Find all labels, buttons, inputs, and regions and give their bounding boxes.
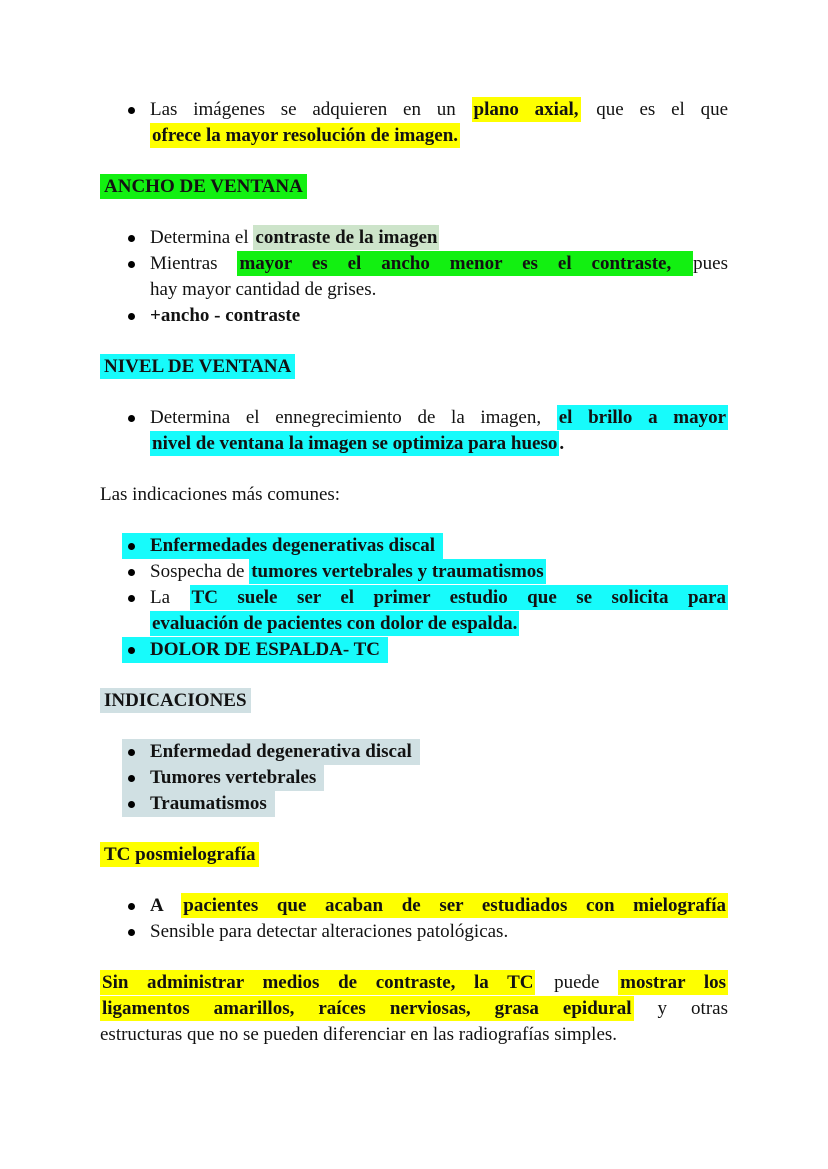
bullet-marker <box>128 261 135 268</box>
highlighted-heading-text: ANCHO DE VENTANA <box>100 174 307 199</box>
body-text: Las indicaciones más comunes: <box>100 484 341 505</box>
text-line <box>150 277 728 303</box>
bullet-marker <box>128 235 135 242</box>
text-line <box>150 791 267 817</box>
bullet-marker <box>128 801 135 808</box>
text-line <box>100 996 728 1022</box>
intro-bullet-list <box>100 97 728 149</box>
highlighted-text: ofrece la mayor resolución de imagen. <box>152 125 459 146</box>
text-line <box>150 611 728 637</box>
highlighted-text: tumores vertebrales y traumatismos <box>251 561 544 582</box>
text-line <box>150 919 728 945</box>
list-item-text <box>150 405 728 457</box>
text-line <box>150 405 728 431</box>
highlighted-text: mayor es el ancho menor es el contraste, <box>239 253 692 274</box>
text-line <box>150 765 316 791</box>
list-item-text <box>150 765 316 791</box>
highlighted-text: Tumores vertebrales <box>150 767 317 788</box>
body-text: puede <box>535 972 619 993</box>
highlighted-text: Enfermedades degenerativas discal <box>150 535 435 556</box>
list-item-text <box>150 559 728 585</box>
list-item-text <box>150 533 435 559</box>
list-item-text <box>150 585 728 637</box>
body-text: estructuras que no se pueden diferenciar en las radiografías simples. <box>100 1024 618 1045</box>
list-item-text <box>150 637 380 663</box>
text-line <box>150 559 728 585</box>
bullet-marker <box>128 313 135 320</box>
list-item-text <box>150 739 412 765</box>
body-text: . <box>559 433 565 454</box>
highlighted-text: Enfermedad degenerativa discal <box>150 741 412 762</box>
list-item <box>100 303 728 329</box>
list-item <box>100 405 728 457</box>
highlighted-text: ligamentos amarillos, raíces nerviosas, grasa epidural <box>102 998 632 1019</box>
bullet-marker <box>128 903 135 910</box>
text-line <box>100 970 728 996</box>
body-text: La <box>150 587 190 608</box>
body-text: Sensible para detectar alteraciones patológicas. <box>150 921 509 942</box>
text-line <box>150 123 728 149</box>
highlighted-text: pacientes que acaban de ser estudiados con mielografía <box>183 895 726 916</box>
body-text: y otras <box>633 998 728 1019</box>
highlighted-heading-text: TC posmielografía <box>100 842 259 867</box>
text-line <box>150 431 728 457</box>
paragraph-indications-intro <box>100 482 728 508</box>
list-item-highlighted <box>122 637 388 663</box>
list-item <box>100 559 728 585</box>
bullet-marker <box>128 775 135 782</box>
bullet-marker <box>128 415 135 422</box>
body-text: A <box>150 895 182 916</box>
list-item <box>100 585 728 637</box>
list-item <box>100 251 728 303</box>
closing-paragraph <box>100 970 728 1048</box>
bullet-marker <box>128 929 135 936</box>
bullet-marker <box>128 569 135 576</box>
list-item-highlighted <box>122 765 324 791</box>
list-item-text <box>150 97 728 149</box>
list-item-highlighted <box>122 739 420 765</box>
bullet-marker <box>128 749 135 756</box>
nivel-bullet-list <box>100 405 728 457</box>
body-text: que es el que <box>580 99 728 120</box>
body-text: hay mayor cantidad de grises. <box>150 279 377 300</box>
list-item-highlighted <box>122 533 443 559</box>
text-line <box>150 97 728 123</box>
highlighted-text: DOLOR DE ESPALDA- TC <box>150 639 380 660</box>
body-text: Determina el ennegrecimiento de la imagen, <box>150 407 557 428</box>
bullet-marker <box>128 647 135 654</box>
list-item-text <box>150 251 728 303</box>
list-item <box>100 97 728 149</box>
text-line <box>150 225 728 251</box>
section-heading-ancho-de-ventana <box>100 174 728 200</box>
list-item-text <box>150 225 728 251</box>
ancho-bullet-list <box>100 225 728 329</box>
common-indications-list <box>100 533 728 663</box>
body-text: +ancho - contraste <box>150 305 301 326</box>
bullet-marker <box>128 595 135 602</box>
text-line <box>150 303 728 329</box>
highlighted-text: Traumatismos <box>150 793 267 814</box>
body-text: pues <box>693 253 728 274</box>
body-text: Sospecha de <box>150 561 250 582</box>
list-item <box>100 225 728 251</box>
list-item <box>100 893 728 919</box>
highlighted-text: el brillo a mayor <box>558 407 726 428</box>
text-line <box>150 533 435 559</box>
list-item-highlighted <box>122 791 275 817</box>
highlighted-text: contraste de la imagen <box>255 227 438 248</box>
highlighted-text: TC suele ser el primer estudio que se solicita para <box>191 587 726 608</box>
highlighted-text: Sin administrar medios de contraste, la TC <box>102 972 534 993</box>
text-line <box>150 585 728 611</box>
highlighted-heading-text: INDICACIONES <box>100 688 251 713</box>
section-heading-indicaciones <box>100 688 728 714</box>
tc-bullet-list <box>100 893 728 945</box>
text-line <box>150 251 728 277</box>
list-item-text <box>150 303 728 329</box>
text-line <box>150 739 412 765</box>
highlighted-text: mostrar los <box>620 972 727 993</box>
highlighted-heading-text: NIVEL DE VENTANA <box>100 354 295 379</box>
highlighted-text: nivel de ventana la imagen se optimiza para hueso <box>152 433 558 454</box>
text-line <box>150 893 728 919</box>
section-heading-tc-posmielografia <box>100 842 728 868</box>
list-item-text <box>150 893 728 919</box>
list-item <box>100 919 728 945</box>
body-text: Mientras <box>150 253 238 274</box>
bullet-marker <box>128 107 135 114</box>
text-line <box>100 482 728 508</box>
section-heading-nivel-de-ventana <box>100 354 728 380</box>
bullet-marker <box>128 543 135 550</box>
body-text: Determina el <box>150 227 254 248</box>
body-text: Las imágenes se adquieren en un <box>150 99 472 120</box>
highlighted-text: evaluación de pacientes con dolor de espalda. <box>152 613 518 634</box>
text-line <box>150 637 380 663</box>
highlighted-text: plano axial, <box>473 99 579 120</box>
indicaciones-list <box>100 739 728 817</box>
list-item-text <box>150 791 267 817</box>
text-line <box>100 1022 728 1048</box>
list-item-text <box>150 919 728 945</box>
